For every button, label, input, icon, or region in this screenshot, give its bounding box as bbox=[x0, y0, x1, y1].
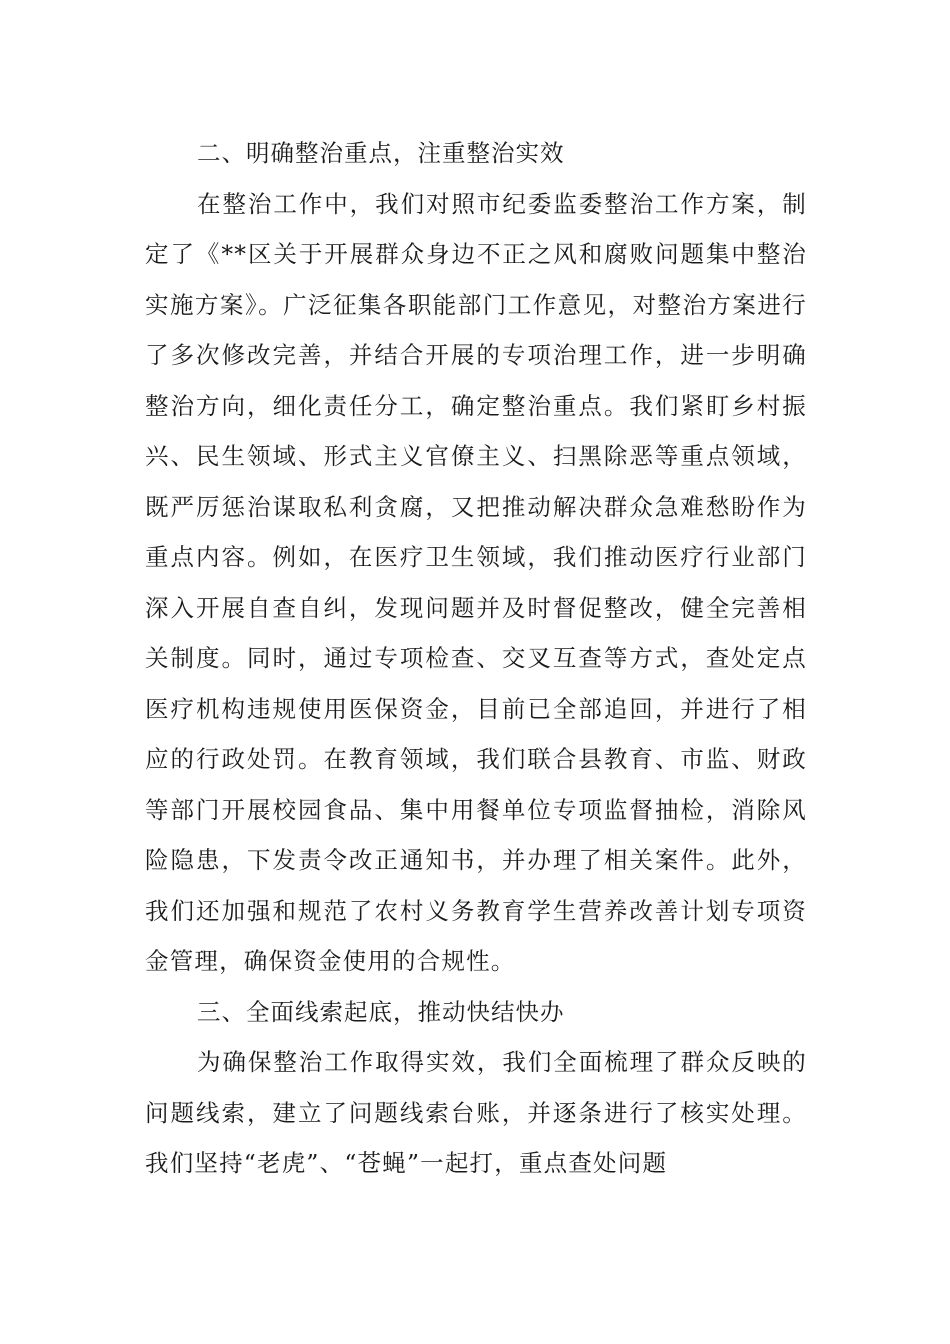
section-paragraph-2: 在整治工作中，我们对照市纪委监委整治工作方案，制定了《**区关于开展群众身边不正之风和腐败问题集中整治实施方案》。广泛征集各职能部门工作意见，对整治方案进行了多次修改完善，并结合开展的专项治理工作，进一步明确整治方向，细化责任分工，确定整治重点。我们紧盯乡村振兴、民生领域、形式主义官僚主义、扫黑除恶等重点领域，既严厉惩治谋取私利贪腐，又把推动解决群众急难愁盼作为重点内容。例如，在医疗卫生领域，我们推动医疗行业部门深入开展自查自纠，发现问题并及时督促整改，健全完善相关制度。同时，通过专项检查、交叉互查等方式，查处定点医疗机构违规使用医保资金，目前已全部追回，并进行了相应的行政处罚。在教育领域，我们联合县教育、市监、财政等部门开展校园食品、集中用餐单位专项监督抽检，消除风险隐患，下发责令改正通知书，并办理了相关案件。此外，我们还加强和规范了农村义务教育学生营养改善计划专项资金管理，确保资金使用的合规性。 bbox=[145, 189, 807, 975]
section-heading-3: 三、全面线索起底，推动快结快办 bbox=[197, 997, 565, 1026]
section-heading-2: 二、明确整治重点，注重整治实效 bbox=[197, 139, 565, 167]
section-paragraph-3: 为确保整治工作取得实效，我们全面梳理了群众反映的问题线索，建立了问题线索台账，并逐条进行了核实处理。我们坚持“老虎”、“苍蝇”一起打，重点查处问题 bbox=[145, 1048, 807, 1177]
document-body bbox=[145, 128, 807, 1189]
